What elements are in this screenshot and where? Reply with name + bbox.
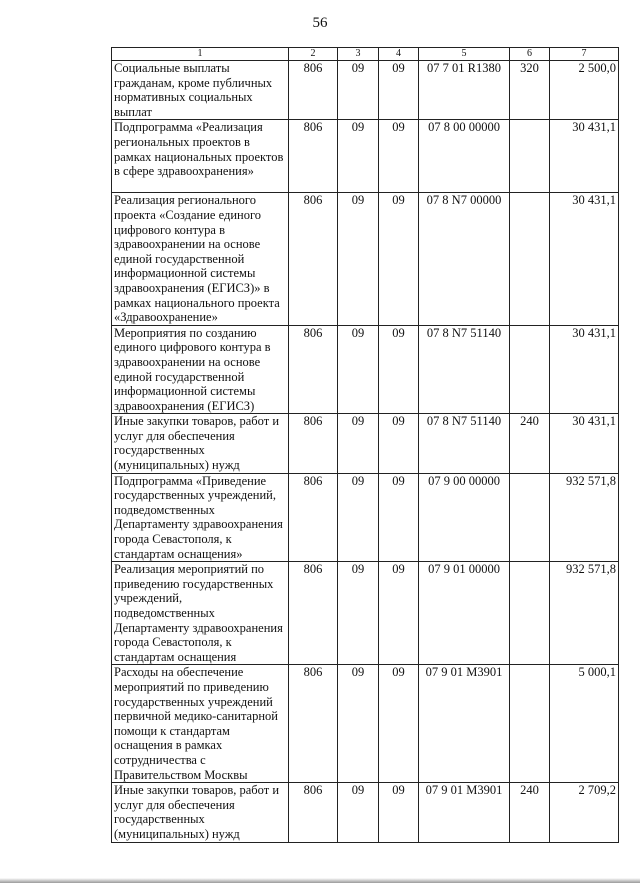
subsection-code: 09 xyxy=(379,193,419,325)
column-number: 1 xyxy=(112,48,289,61)
table-row xyxy=(112,120,619,193)
target-article-code: 07 8 00 00000 xyxy=(419,120,510,193)
target-article-code: 07 8 N7 00000 xyxy=(419,193,510,325)
table-row xyxy=(112,665,619,783)
amount: 5 000,1 xyxy=(550,665,619,783)
subsection-code: 09 xyxy=(379,61,419,120)
column-number: 5 xyxy=(419,48,510,61)
column-number: 4 xyxy=(379,48,419,61)
expense-type-code xyxy=(510,562,550,665)
table-row xyxy=(112,562,619,665)
expense-name: Реализация регионального проекта «Создание единого цифрового контура в здравоохранении на основе единой государственной информационной системы здравоохранения (ЕГИСЗ)» в рамках национального проекта «Здравоохранение» xyxy=(112,193,289,325)
amount: 2 500,0 xyxy=(550,61,619,120)
amount: 932 571,8 xyxy=(550,562,619,665)
amount: 30 431,1 xyxy=(550,193,619,325)
expense-type-code xyxy=(510,665,550,783)
subsection-code: 09 xyxy=(379,414,419,473)
expense-type-code: 320 xyxy=(510,61,550,120)
target-article-code: 07 8 N7 51140 xyxy=(419,414,510,473)
expense-name: Подпрограмма «Реализация региональных проектов в рамках национальных проектов в сфере здравоохранения» xyxy=(112,120,289,193)
expense-name: Подпрограмма «Приведение государственных учреждений, подведомственных Департаменту здравоохранения города Севастополя, к стандартам оснащения» xyxy=(112,473,289,562)
subsection-code: 09 xyxy=(379,325,419,414)
expense-type-code xyxy=(510,325,550,414)
expense-type-code: 240 xyxy=(510,414,550,473)
ministry-code: 806 xyxy=(289,414,338,473)
expense-type-code xyxy=(510,473,550,562)
expense-type-code xyxy=(510,193,550,325)
scan-edge-shadow xyxy=(0,878,640,883)
column-number-row xyxy=(112,48,619,61)
table-row xyxy=(112,783,619,842)
target-article-code: 07 9 01 M3901 xyxy=(419,665,510,783)
section-code: 09 xyxy=(338,414,379,473)
table-row xyxy=(112,61,619,120)
expense-name: Иные закупки товаров, работ и услуг для обеспечения государственных (муниципальных) нужд xyxy=(112,783,289,842)
section-code: 09 xyxy=(338,665,379,783)
ministry-code: 806 xyxy=(289,61,338,120)
page-number: 56 xyxy=(312,15,328,31)
subsection-code: 09 xyxy=(379,120,419,193)
section-code: 09 xyxy=(338,325,379,414)
ministry-code: 806 xyxy=(289,783,338,842)
table-row xyxy=(112,325,619,414)
ministry-code: 806 xyxy=(289,325,338,414)
table-row xyxy=(112,473,619,562)
amount: 30 431,1 xyxy=(550,120,619,193)
expense-name: Социальные выплаты гражданам, кроме публичных нормативных социальных выплат xyxy=(112,61,289,120)
section-code: 09 xyxy=(338,783,379,842)
target-article-code: 07 9 00 00000 xyxy=(419,473,510,562)
subsection-code: 09 xyxy=(379,783,419,842)
column-number: 3 xyxy=(338,48,379,61)
column-number: 6 xyxy=(510,48,550,61)
amount: 30 431,1 xyxy=(550,414,619,473)
ministry-code: 806 xyxy=(289,473,338,562)
budget-table xyxy=(111,47,619,843)
expense-type-code: 240 xyxy=(510,783,550,842)
expense-name: Расходы на обеспечение мероприятий по приведению государственных учреждений первичной медико-санитарной помощи к стандартам оснащения в рамках сотрудничества с Правительством Москвы xyxy=(112,665,289,783)
target-article-code: 07 9 01 M3901 xyxy=(419,783,510,842)
table-row xyxy=(112,193,619,325)
ministry-code: 806 xyxy=(289,562,338,665)
section-code: 09 xyxy=(338,61,379,120)
section-code: 09 xyxy=(338,193,379,325)
amount: 2 709,2 xyxy=(550,783,619,842)
ministry-code: 806 xyxy=(289,120,338,193)
section-code: 09 xyxy=(338,473,379,562)
target-article-code: 07 9 01 00000 xyxy=(419,562,510,665)
expense-type-code xyxy=(510,120,550,193)
table-row xyxy=(112,414,619,473)
amount: 932 571,8 xyxy=(550,473,619,562)
target-article-code: 07 8 N7 51140 xyxy=(419,325,510,414)
column-number: 7 xyxy=(550,48,619,61)
subsection-code: 09 xyxy=(379,562,419,665)
section-code: 09 xyxy=(338,120,379,193)
section-code: 09 xyxy=(338,562,379,665)
ministry-code: 806 xyxy=(289,193,338,325)
subsection-code: 09 xyxy=(379,473,419,562)
expense-name: Мероприятия по созданию единого цифрового контура в здравоохранении на основе единой государственной информационной системы здравоохранения (ЕГИСЗ) xyxy=(112,325,289,414)
ministry-code: 806 xyxy=(289,665,338,783)
expense-name: Иные закупки товаров, работ и услуг для обеспечения государственных (муниципальных) нужд xyxy=(112,414,289,473)
expense-name: Реализация мероприятий по приведению государственных учреждений, подведомственных Департаменту здравоохранения города Севастополя, к стандартам оснащения xyxy=(112,562,289,665)
target-article-code: 07 7 01 R1380 xyxy=(419,61,510,120)
column-number: 2 xyxy=(289,48,338,61)
subsection-code: 09 xyxy=(379,665,419,783)
amount: 30 431,1 xyxy=(550,325,619,414)
